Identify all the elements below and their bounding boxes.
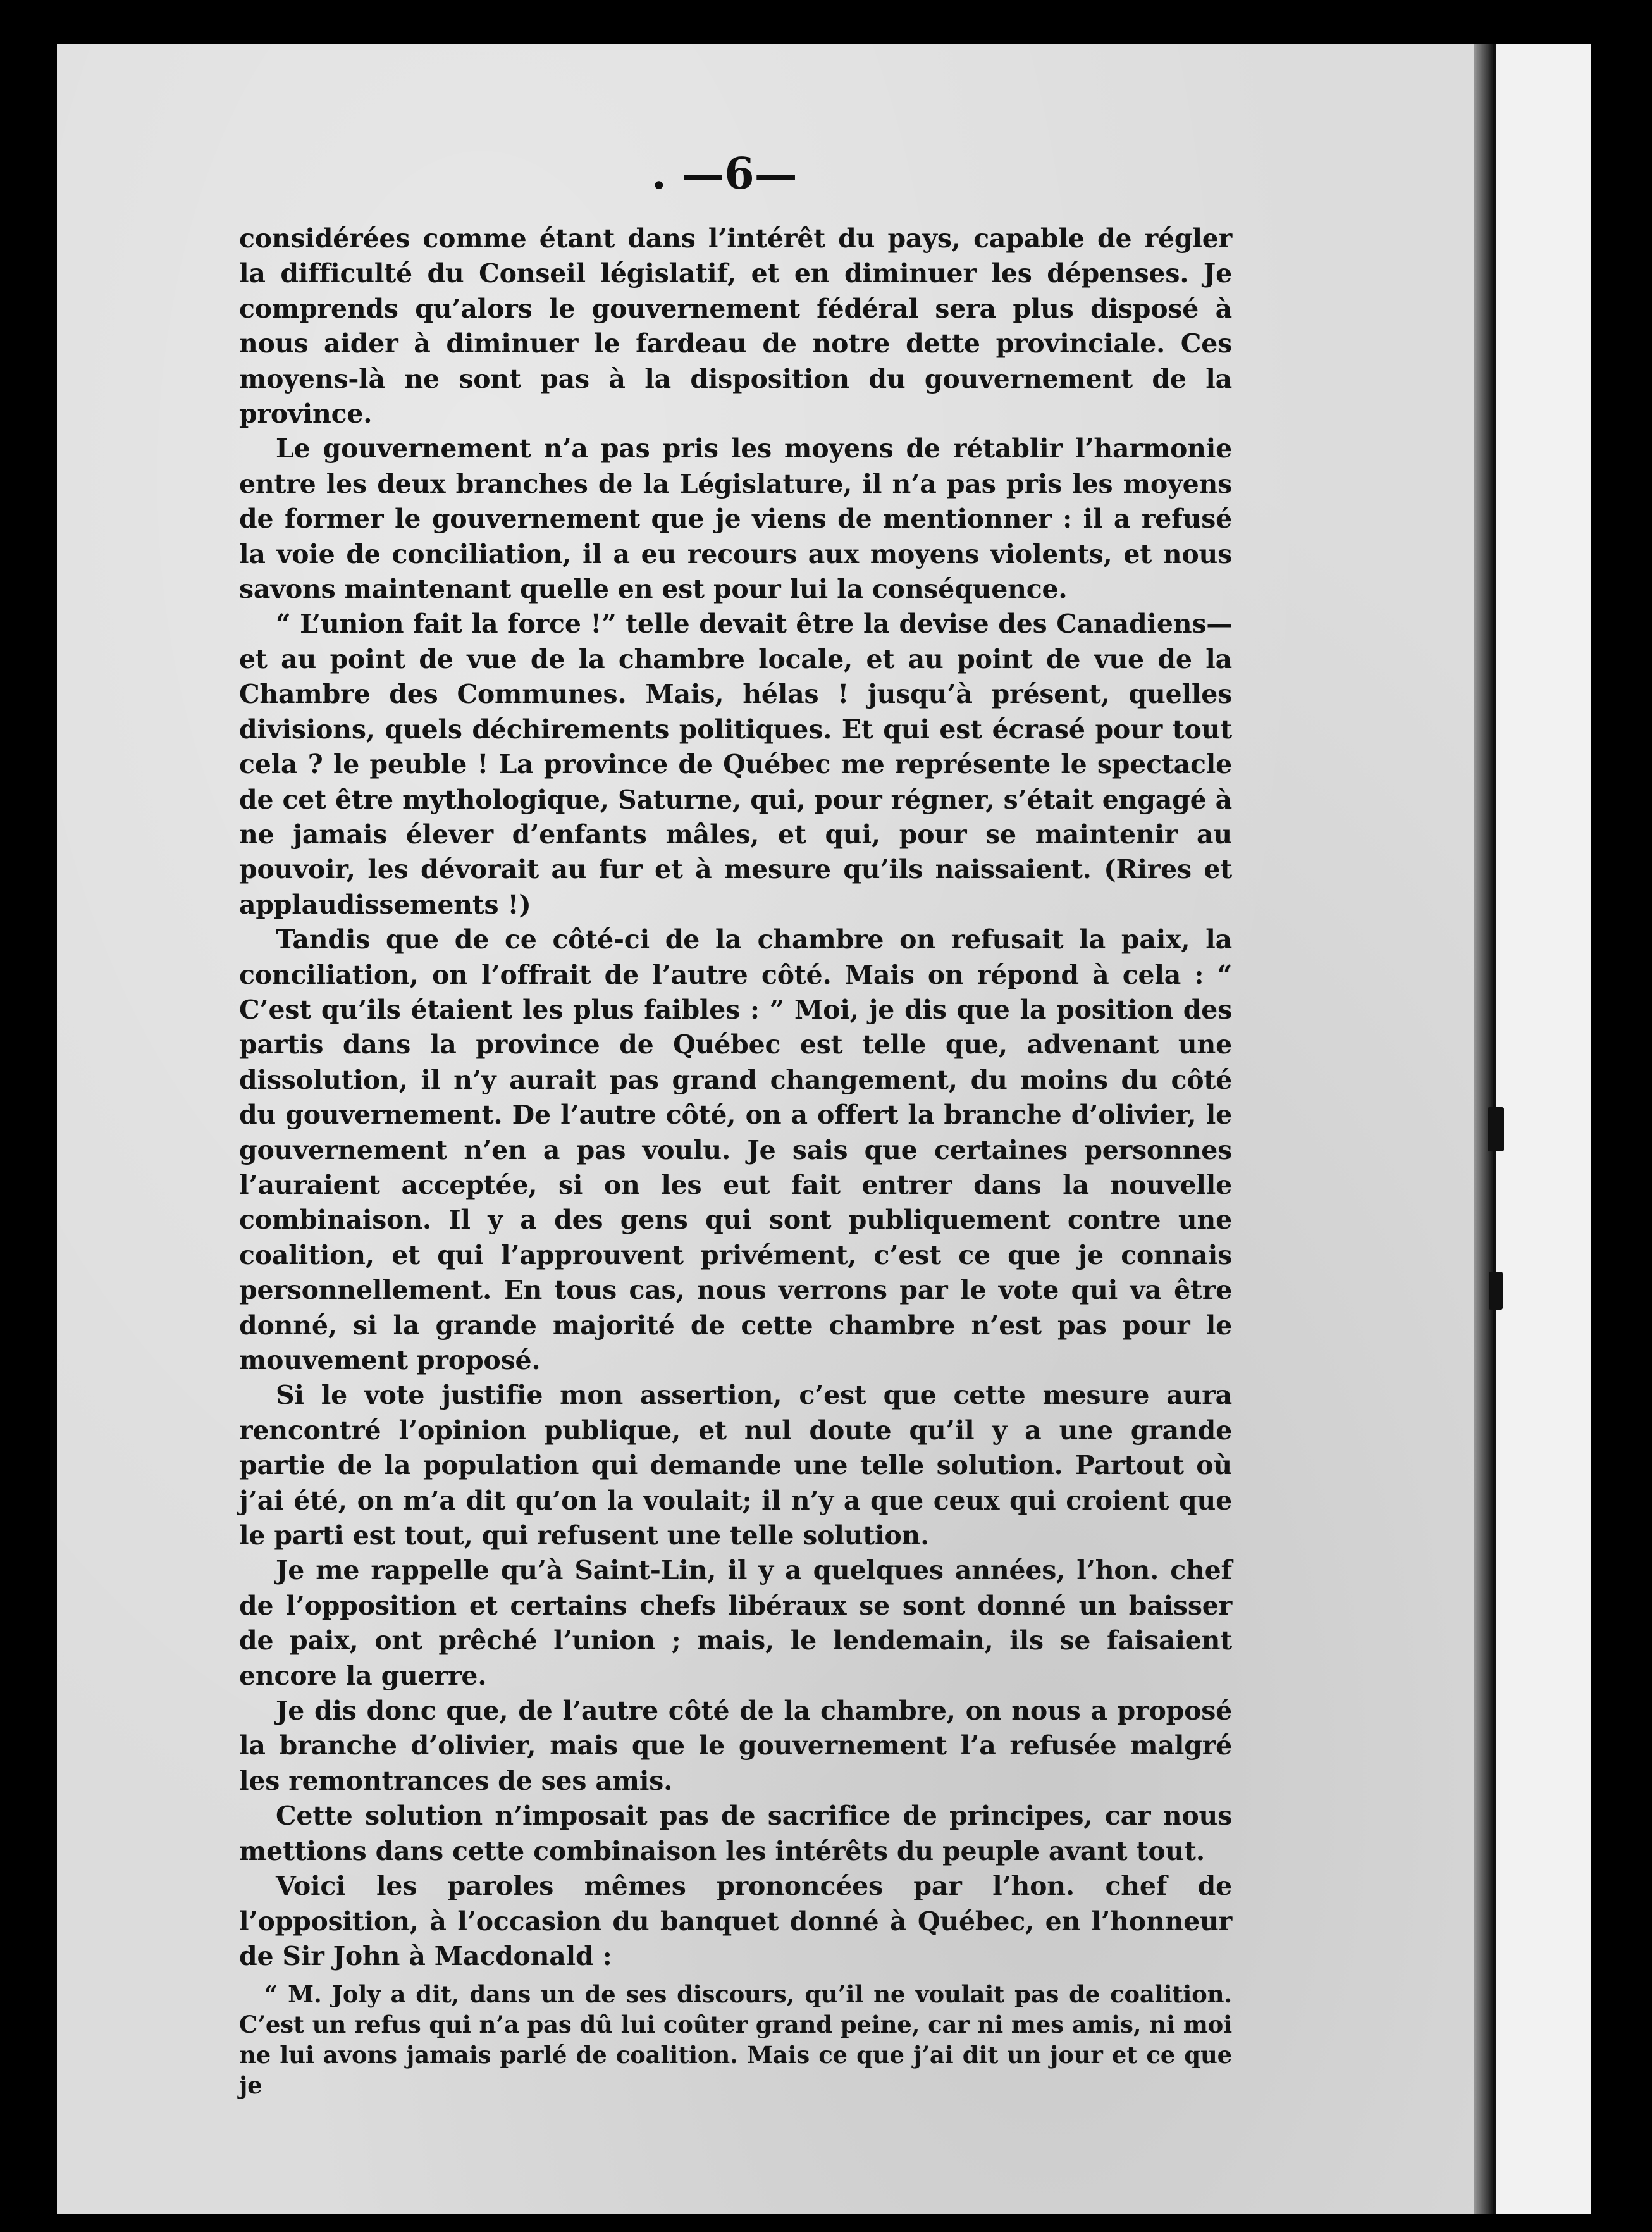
binding-mark — [1488, 1107, 1504, 1151]
paragraph: Tandis que de ce côté-ci de la chambre on refusait la paix, la conciliation, on l’offrait de l’autre côté. Mais on répond à cela : “ C’est qu’ils étaient les plus faibles : ” Moi, je dis que la position des partis dans la province de Québec est telle que, advenant une dissolution, il n’y aurait pas grand changement, du moins du côté du gouvernement. De l’autre côté, on a offert la branche d’olivier, le gouvernement n’en a pas voulu. Je sais que certaines personnes l’auraient acceptée, si on les eut fait entrer dans la nouvelle combinaison. Il y a des gens qui sont publiquement contre une coalition, et qui l’approuvent privément, c’est ce que je connais personnellement. En tous cas, nous verrons par le vote qui va être donné, si la grande majorité de cette chambre n’est pas pour le mouvement proposé. — [239, 924, 1232, 1375]
paragraph: Si le vote justifie mon assertion, c’est que cette mesure aura rencontré l’opinion publique, et nul doute qu’il y a une grande partie de la population qui demande une telle solution. Partout où j’ai été, on m’a dit qu’on la voulait; il n’y a que ceux qui croient que le parti est tout, qui refusent une telle solution. — [239, 1380, 1232, 1551]
body-text — [239, 221, 1232, 2100]
paragraph: Voici les paroles mêmes prononcées par l’hon. chef de l’opposition, à l’occasion du banquet donné à Québec, en l’honneur de Sir John à Macdonald : — [239, 1871, 1232, 1971]
block-quote: “ M. Joly a dit, dans un de ses discours, qu’il ne voulait pas de coalition. C’est un refus qui n’a pas dû lui coûter grand peine, car ni mes amis, ni moi ne lui avons jamais parlé de coalition. Mais ce que j’ai dit un jour et ce que je — [239, 1980, 1232, 2100]
paragraph: Le gouvernement n’a pas pris les moyens de rétablir l’harmonie entre les deux branches de la Législature, il n’a pas pris les moyens de former le gouvernement que je viens de mentionner : il a refusé la voie de conciliation, il a eu recours aux moyens violents, et nous savons maintenant quelle en est pour lui la conséquence. — [239, 433, 1232, 605]
paragraph: “ L’union fait la force !” telle devait être la devise des Canadiens—et au point de vue de la chambre locale, et au point de vue de la Chambre des Communes. Mais, hélas ! jusqu’à présent, quelles divisions, quels déchirements politiques. Et qui est écrasé pour tout cela ? le peuble ! La province de Québec me représente le spectacle de cet être mythologique, Saturne, qui, pour régner, s’était engagé à ne jamais élever d’enfants mâles, et qui, pour se maintenir au pouvoir, les dévorait au fur et à mesure qu’ils naissaient. (Rires et applaudissements !) — [239, 609, 1232, 920]
adjacent-page-edge — [1493, 44, 1591, 2214]
binding-mark — [1489, 1272, 1503, 1310]
paragraph: Je dis donc que, de l’autre côté de la chambre, on nous a proposé la branche d’olivier, mais que le gouvernement l’a refusée malgré les remontrances de ses amis. — [239, 1696, 1232, 1796]
paragraph: Cette solution n’imposait pas de sacrifice de principes, car nous mettions dans cette combinaison les intérêts du peuple avant tout. — [239, 1801, 1232, 1866]
paragraph: Je me rappelle qu’à Saint-Lin, il y a quelques années, l’hon. chef de l’opposition et certains chefs libéraux se sont donné un baisser de paix, ont prêché l’union ; mais, le lendemain, ils se faisaient encore la guerre. — [239, 1555, 1232, 1691]
page-number: . —6— — [651, 149, 798, 199]
paragraph: considérées comme étant dans l’intérêt du pays, capable de régler la difficulté du Conseil législatif, et en diminuer les dépenses. Je comprends qu’alors le gouvernement fédéral sera plus disposé à nous aider à diminuer le fardeau de notre dette provinciale. Ces moyens-là ne sont pas à la disposition du gouvernement de la province. — [239, 223, 1232, 430]
